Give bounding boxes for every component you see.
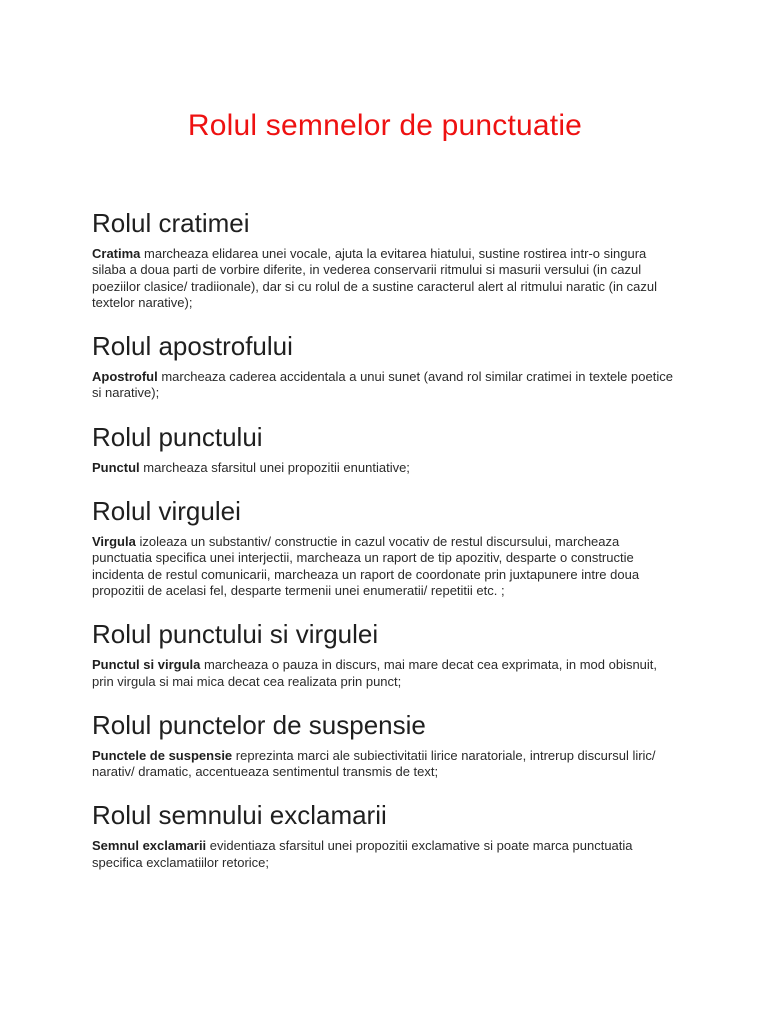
section-paragraph <box>92 748 678 781</box>
section-paragraph <box>92 657 678 690</box>
term-bold: Apostroful <box>92 369 158 385</box>
term-bold: Punctul si virgula <box>92 657 201 673</box>
section-paragraph <box>92 369 678 402</box>
section-paragraph <box>92 246 678 311</box>
section-paragraph <box>92 838 678 871</box>
section-heading: Rolul punctului si virgulei <box>92 619 379 650</box>
section-heading: Rolul apostrofului <box>92 331 293 362</box>
term-bold: Punctul <box>92 459 140 475</box>
term-bold: Virgula <box>92 534 136 550</box>
paragraph-text: marcheaza o pauza in discurs, mai mare decat cea exprimata, in mod obisnuit, prin virgula si mai mica decat cea realizata prin punct; <box>92 657 658 689</box>
section-apostrof <box>92 329 678 402</box>
term-bold: Punctele de suspensie <box>92 747 233 763</box>
document-title: Rolul semnelor de punctuatie <box>187 109 583 142</box>
term-bold: Cratima <box>92 246 141 261</box>
section-virgula <box>92 494 678 599</box>
section-puncte-suspensie <box>92 708 678 781</box>
term-bold: Semnul exclamarii <box>92 838 207 854</box>
section-heading: Rolul semnului exclamarii <box>92 800 387 831</box>
section-heading: Rolul punctului <box>92 421 263 452</box>
section-semnul-exclamarii <box>92 798 678 871</box>
paragraph-text: reprezinta marci ale subiectivitatii lirice naratoriale, intrerup discursul liric/ narativ/ dramatic, accentueaza sentimentul transmis de text; <box>92 747 656 780</box>
section-heading: Rolul punctelor de suspensie <box>92 709 426 740</box>
paragraph-text: marcheaza elidarea unei vocale, ajuta la evitarea hiatului, sustine rostirea intr-o singura silaba a doua parti de vorbire diferite, in vederea conservarii ritmului si masurii versului (in cazul poeziilor clasice/ tradiionale), dar si cu rolul de a sustine caracterul alert al ritmului naratic (in cazul textelor narative); <box>92 246 658 310</box>
paragraph-text: marcheaza caderea accidentala a unui sunet (avand rol similar cratimei in textele poetice si narative); <box>92 369 673 401</box>
section-heading: Rolul cratimei <box>92 208 250 238</box>
paragraph-text: izoleaza un substantiv/ constructie in cazul vocativ de restul discursului, marcheaza punctuatia specifica unei interjectii, marcheaza un raport de tip apozitiv, desparte o constructie incidenta de restul comunicarii, marcheaza un raport de coordonate prin juxtapunere intre doua propozitii de acelasi fel, desparte termenii unei enumeratii/ repetitii etc. ; <box>92 534 640 598</box>
section-punct <box>92 420 678 476</box>
paragraph-text: marcheaza sfarsitul unei propozitii enuntiative; <box>139 459 410 475</box>
section-heading: Rolul virgulei <box>92 496 241 527</box>
paragraph-text: evidentiaza sfarsitul unei propozitii exclamative si poate marca punctuatia specifica exclamatiilor retorice; <box>92 838 633 870</box>
section-punct-si-virgula <box>92 617 678 690</box>
section-cratima <box>92 206 678 311</box>
section-paragraph <box>92 460 678 476</box>
section-paragraph <box>92 534 678 599</box>
